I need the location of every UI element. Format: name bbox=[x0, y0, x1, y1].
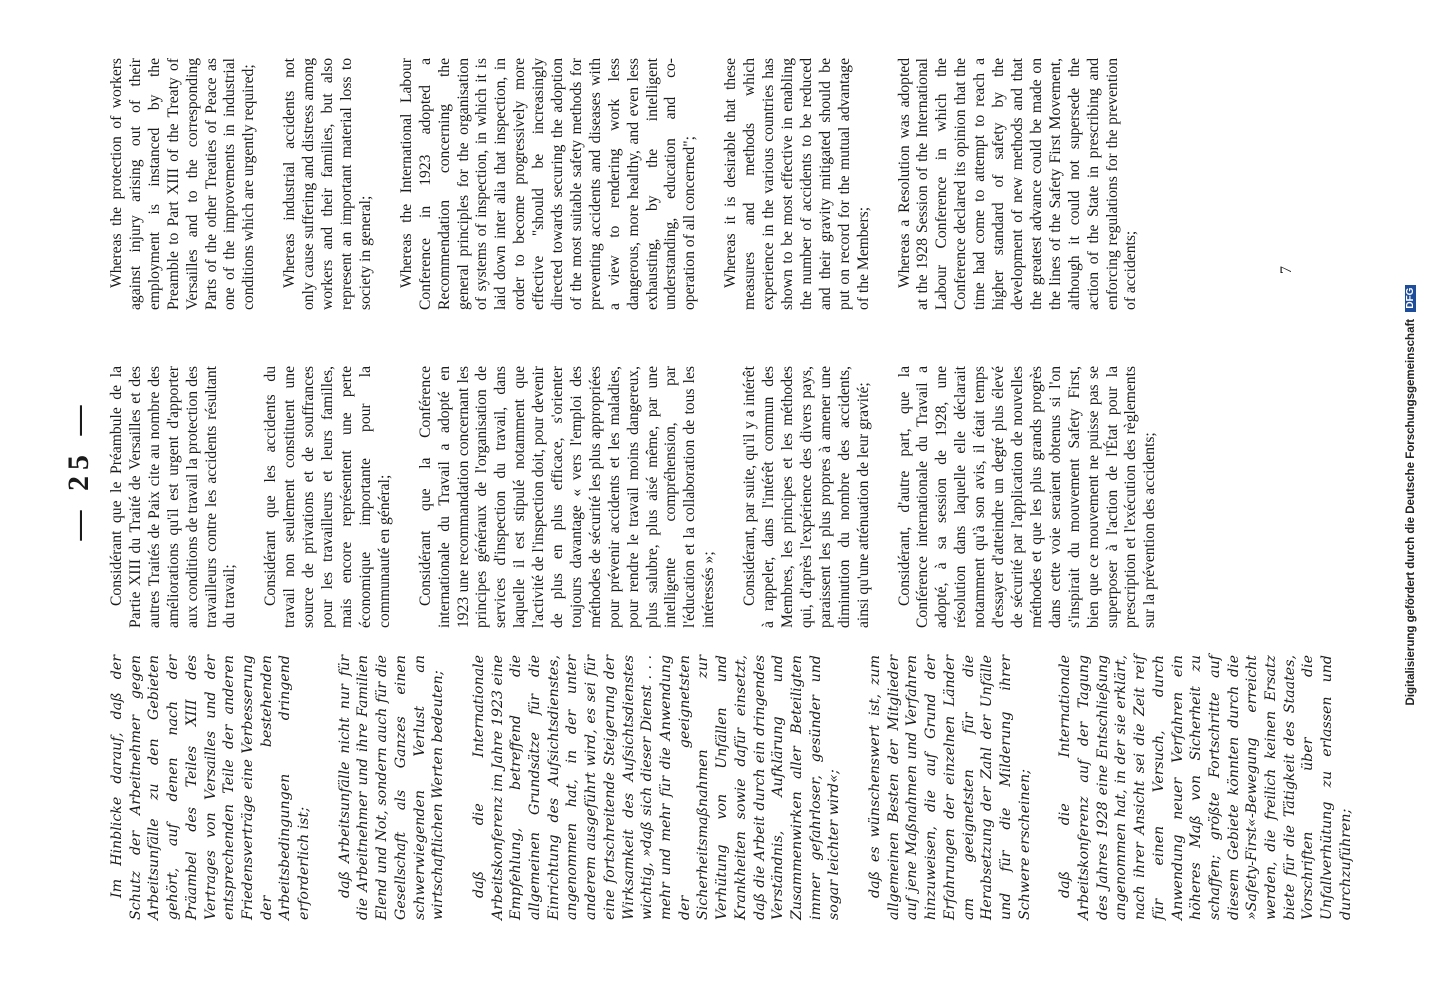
french-paragraph: Considérant que les accidents du travail non seulement constituent une source de privations et de souffrances pour les travailleurs et leurs familles, mais encore représentent une perte économique importante pour la communauté en général; bbox=[262, 366, 393, 628]
german-column bbox=[108, 655, 1356, 920]
french-paragraph: Considérant que la Conférence internationale du Travail a adopté en 1923 une recommandation concernant les principes généraux de l'organisation de services d'inspection du travail, dans laquelle il est stipulé notamment que l'activité de l'inspection doit, pour devenir de plus en plus efficace, s'orienter toujours davantage « vers l'emploi des méthodes de sécurité les plus appropriées pour prévenir accidents et les maladies, pour rendre le travail moins dangereux, plus salubre, plus aisé même, par une intelligente compréhension, par l'éducation et la collaboration de tous les intéressés »; bbox=[416, 366, 718, 628]
german-paragraph: daß die Internationale Arbeitskonferenz im Jahre 1923 eine Empfehlung, betreffend die allgemeinen Grundsätze für die Einrichtung des Aufsichtsdienstes, angenommen hat, in der unter anderem ausgeführt wird, es sei für eine fortschreitende Steigerung der Wirksamkeit des Aufsichtsdienstes wichtig, »daß sich dieser Dienst . . . mehr und mehr für die Anwendung der geeignetsten Sicherheitsmaßnahmen zur Verhütung von Unfällen und Krankheiten sowie dafür einsetzt, daß die Arbeit durch ein dringendes Verständnis, Aufklärung und Zusammenwirken aller Beteiligten immer gefahrloser, gesünder und sogar leichter wird«; bbox=[470, 655, 843, 920]
german-paragraph: daß Arbeitsunfälle nicht nur für die Arbeitnehmer und ihre Familien Elend und Not, sondern auch für die Gesellschaft als Ganzes einen schwerwiegenden Verlust an wirtschaftlichen Werten bedeuten; bbox=[336, 655, 447, 920]
english-paragraph: Whereas a Resolution was adopted at the 1928 Session of the International Labour Conference in which the Conference declared its opinion that the time had come to attempt to reach a higher standard of safety by the development of new methods and that the greatest advance could be made on the lines of the Safety First Movement, although it could not supersede the action of the State in prescribing and enforcing regulations for the prevention of accidents; bbox=[895, 58, 1140, 310]
english-paragraph: Whereas it is desirable that these measures and methods which experience in the various countries has shown to be most effective in enabling the number of accidents to be reduced and their gravity mitigated should be put on record for the mutual advantage of the Members; bbox=[722, 58, 872, 310]
sheet-number: 7 bbox=[1278, 266, 1295, 274]
page-number: — 25 — bbox=[62, 399, 95, 541]
french-paragraph: Considérant que le Préambule de la Partie XIII du Traité de Versailles et des autres Traités de Paix cite au nombre des améliorations qu'il est urgent d'apporter aux conditions de travail la protection des travailleurs contre les accidents résultant du travail; bbox=[108, 366, 239, 628]
german-paragraph: daß die Internationale Arbeitskonferenz auf der Tagung des Jahres 1928 eine Entschließung angenommen hat, in der sie erklärt, nach ihrer Ansicht sei die Zeit reif für einen Versuch, durch Anwendung neuer Verfahren ein höheres Maß von Sicherheit zu schaffen; größte Fortschritte auf diesem Gebiete könnten durch die »Safety-First«-Bewegung erreicht werden, die freilich keinen Ersatz biete für die Tätigkeit des Staates, Vorschriften über die Unfallverhütung zu erlassen und durchzuführen; bbox=[1057, 655, 1354, 920]
dfg-logo: DFG bbox=[1405, 285, 1416, 312]
french-paragraph: Considérant, par suite, qu'il y a intérêt à rappeler, dans l'intérêt commun des Membres, les principes et les méthodes qui, d'après l'expérience des divers pays, paraissent les plus propres à amener une diminution du nombre des accidents, ainsi qu'une atténuation de leur gravité; bbox=[741, 366, 872, 628]
english-paragraph: Whereas the protection of workers against injury arising out of their employment is instanced by the Preamble to Part XIII of the Treaty of Versailles and to the corresponding Parts of the other Treaties of Peace as one of the improvements in industrial conditions which are urgently required; bbox=[108, 58, 258, 310]
french-column bbox=[108, 366, 1160, 628]
english-column bbox=[108, 58, 1141, 310]
german-paragraph: daß es wünschenswert ist, zum allgemeinen Besten der Mitglieder auf jene Maßnahmen und Verfahren hinzuweisen, die auf Grund der Erfahrungen der einzelnen Länder am geeignetsten für die Herabsetzung der Zahl der Unfälle und für die Milderung ihrer Schwere erscheinen; bbox=[867, 655, 1033, 920]
german-paragraph: Im Hinblicke darauf, daß der Schutz der Arbeitnehmer gegen Arbeitsunfälle zu den Gebieten gehört, auf denen nach der Präambel des Teiles XIII des Vertrages von Versailles und der entsprechenden Teile der anderen Friedensverträge eine Verbesserung der bestehenden Arbeitsbedingungen dringend erforderlich ist; bbox=[109, 655, 313, 920]
english-paragraph: Whereas industrial accidents not only cause suffering and distress among workers and their families, but also represent an important material loss to society in general; bbox=[281, 58, 374, 310]
english-paragraph: Whereas the International Labour Conference in 1923 adopted a Recommendation concerning the general principles for the organisation of systems of inspection, in which it is laid down inter alia that inspection, in order to become progressively more effective "should be increasingly directed towards securing the adoption of the most suitable safety methods for preventing accidents and diseases with a view to rendering work less dangerous, more healthy, and even less exhausting, by the intelligent understanding, education and co-operation of all concerned"; bbox=[397, 58, 699, 310]
credit-text: Digitalisierung gefördert durch die Deutsche Forschungsgemeinschaft bbox=[1405, 318, 1417, 706]
digitization-credit bbox=[1405, 10, 1417, 980]
french-paragraph: Considérant, d'autre part, que la Conférence internationale du Travail a adopté, à sa session de 1928, une résolution dans laquelle elle déclarait notamment qu'à son avis, il était temps d'essayer d'atteindre un degré plus élevé de sécurité par l'application de nouvelles méthodes et que les plus grands progrès dans cette voie seraient obtenus si l'on s'inspirait du mouvement Safety First, bien que ce mouvement ne puisse pas se superposer à l'action de l'État pour la prescription et l'exécution des règlements sur la prévention des accidents; bbox=[895, 366, 1159, 628]
